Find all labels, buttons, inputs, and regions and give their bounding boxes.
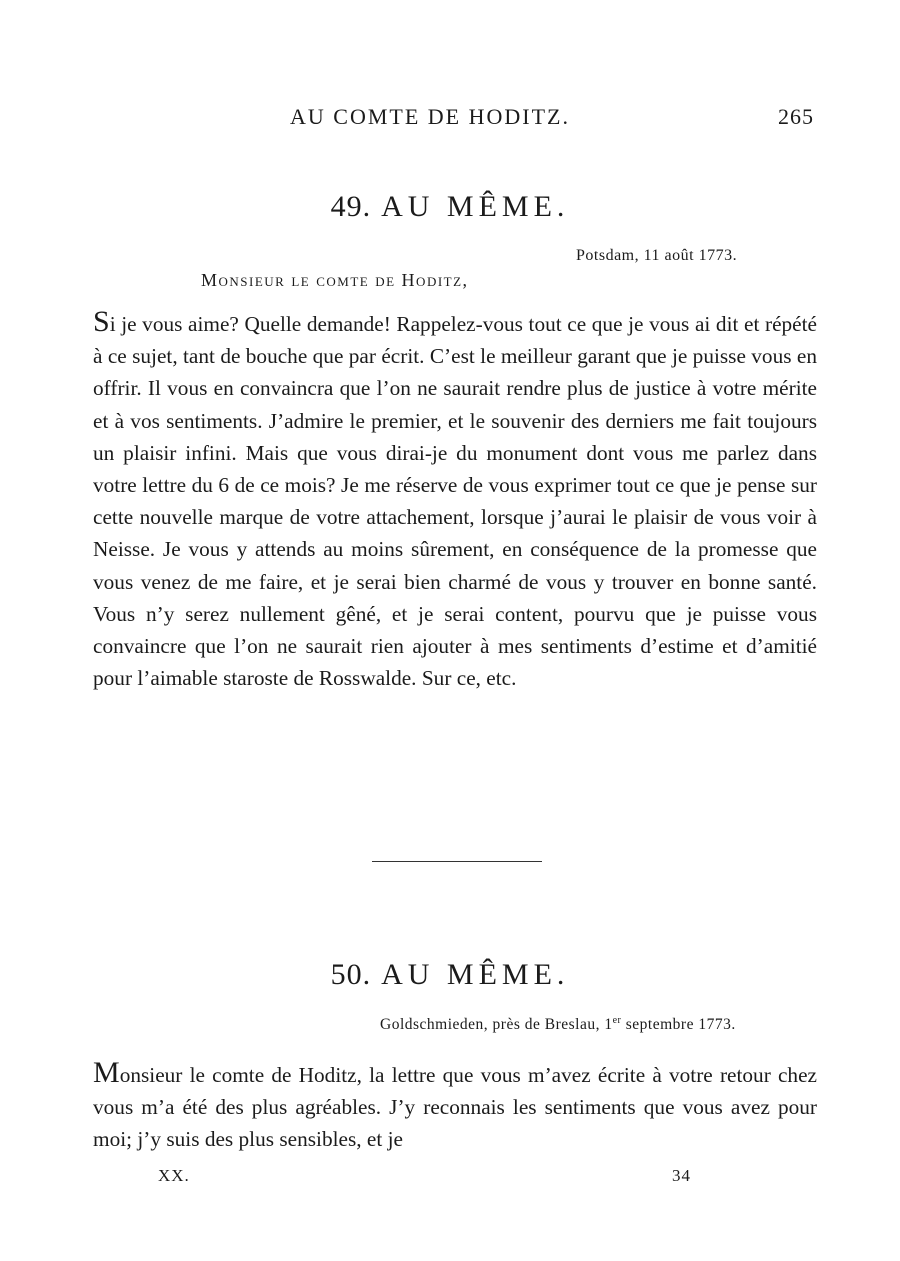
letter-49-heading [0, 190, 900, 224]
letter-49-text: i je vous aime? Quelle demande! Rappelez-vous tout ce que je vous ai dit et répété à ce sujet, tant de bouche que par écrit. C’est le meilleur garant que je puisse vous en offrir. Il vous en convaincra que l’on ne saurait rendre plus de justice à votre mérite et à vos sentiments. J’admire le premier, et le souvenir des derniers me fait toujours un plaisir infini. Mais que vous dirai-je du monument dont vous me parlez dans votre lettre du 6 de ce mois? Je me réserve de vous exprimer tout ce que je pense sur cette nouvelle marque de votre attachement, lorsque j’aurai le plaisir de vous voir à Neisse. Je vous y attends au moins sûrement, en conséquence de la promesse que vous venez de me faire, et je serai bien charmé de vous y trouver en bonne santé. Vous n’y serez nullement gêné, et je serai content, pourvu que je puisse vous convaincre que l’on ne saurait rien ajouter à mes sentiments d’estime et d’amitié pour l’aimable staroste de Rosswalde. Sur ce, etc. [93, 312, 817, 691]
letter-49-salutation: Monsieur le comte de Hoditz, [201, 270, 469, 290]
letter-49-dateline: Potsdam, 11 août 1773. [576, 247, 738, 264]
running-head [0, 104, 900, 134]
running-title: AU COMTE DE HODITZ. [290, 104, 570, 129]
letter-50-dateline-end: septembre 1773. [621, 1016, 736, 1034]
section-divider [372, 861, 542, 862]
page-number: 265 [778, 104, 814, 129]
letter-50-text: onsieur le comte de Hoditz, la lettre que vous m’avez écrite à votre retour chez vous m’a été des plus agréables. J’y reconnais les sentiments que vous avez pour moi; j’y suis des plus sensibles, et je [93, 1063, 817, 1152]
letter-50-initial: M [93, 1056, 120, 1089]
letter-50-dateline [380, 1015, 736, 1034]
letter-50-dateline-sup: er [612, 1015, 622, 1026]
letter-50-dateline-main: Goldschmieden, près de Breslau, 1 [380, 1016, 613, 1034]
letter-50-body [93, 1056, 817, 1156]
volume-number: XX. [158, 1166, 190, 1185]
letter-49-body [93, 305, 817, 694]
letter-50-number: 50. [330, 958, 372, 991]
signature-mark: 34 [672, 1166, 691, 1185]
letter-49-number: 49. [330, 190, 372, 223]
letter-50-title: AU MÊME. [381, 958, 570, 991]
letter-49-initial: S [93, 305, 110, 338]
letter-50-heading [0, 958, 900, 992]
letter-49-title: AU MÊME. [381, 190, 570, 223]
